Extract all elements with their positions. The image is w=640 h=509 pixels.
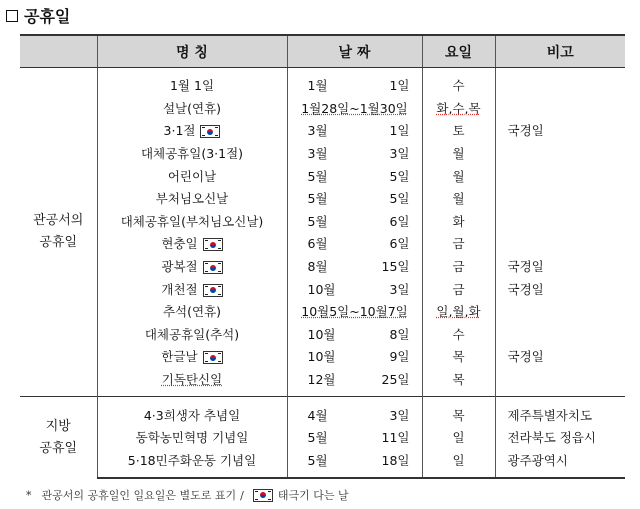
table-row bbox=[20, 164, 625, 187]
weekday-cell: 월 bbox=[422, 164, 495, 187]
korean-flag-icon bbox=[200, 125, 220, 138]
weekday-cell: 금 bbox=[422, 277, 495, 300]
holiday-name: 동학농민혁명 기념일 bbox=[135, 430, 249, 446]
table-row bbox=[20, 277, 625, 300]
holiday-name-cell bbox=[97, 187, 287, 210]
holiday-name: 5·18민주화운동 기념일 bbox=[127, 452, 257, 468]
footnote-mark: * bbox=[26, 488, 32, 502]
holiday-name: 대체공휴일(부처님오신날) bbox=[120, 213, 264, 229]
header-group bbox=[20, 35, 97, 68]
date-cell bbox=[287, 277, 422, 300]
holiday-name: 개천절 bbox=[161, 281, 198, 297]
note-cell bbox=[495, 232, 625, 255]
weekday-cell: 토 bbox=[422, 119, 495, 142]
date-month: 4월 bbox=[307, 407, 328, 423]
date-value bbox=[288, 257, 422, 275]
date-cell bbox=[287, 210, 422, 233]
date-cell bbox=[287, 300, 422, 323]
date-month: 5월 bbox=[307, 213, 328, 229]
date-value bbox=[288, 234, 422, 252]
date-value bbox=[288, 370, 422, 388]
holiday-name-cell bbox=[97, 74, 287, 97]
date-value bbox=[288, 189, 422, 207]
date-day: 1일 bbox=[389, 78, 410, 94]
header-note: 비고 bbox=[495, 35, 625, 68]
korean-flag-icon bbox=[253, 489, 273, 502]
holiday-name-cell bbox=[97, 403, 287, 426]
table-row bbox=[20, 403, 625, 426]
table-row bbox=[20, 323, 625, 346]
date-value bbox=[288, 121, 422, 139]
holiday-name: 4·3희생자 추념일 bbox=[143, 407, 241, 423]
note-cell bbox=[495, 210, 625, 233]
note-cell bbox=[495, 142, 625, 165]
date-month: 3월 bbox=[307, 146, 328, 162]
holiday-name-cell bbox=[97, 232, 287, 255]
note-cell bbox=[495, 368, 625, 391]
holiday-name: 설날(연휴) bbox=[162, 100, 222, 116]
holiday-name: 대체공휴일(3·1절) bbox=[140, 146, 244, 162]
date-cell bbox=[287, 74, 422, 97]
table-row bbox=[20, 74, 625, 97]
footnote-text: 관공서의 공휴일인 일요일은 별도로 표기 bbox=[41, 489, 237, 502]
holiday-name-cell bbox=[97, 323, 287, 346]
table-row bbox=[20, 300, 625, 323]
holiday-name-cell bbox=[97, 210, 287, 233]
holiday-name: 추석(연휴) bbox=[162, 304, 222, 320]
table-row bbox=[20, 119, 625, 142]
date-cell bbox=[287, 255, 422, 278]
holiday-name-cell bbox=[97, 142, 287, 165]
date-month: 5월 bbox=[307, 168, 328, 184]
korean-flag-icon bbox=[203, 261, 223, 274]
date-day: 5일 bbox=[389, 168, 410, 184]
date-day: 18일 bbox=[381, 452, 410, 468]
footnote-separator: / bbox=[240, 488, 244, 502]
date-cell bbox=[287, 345, 422, 368]
date-day: 6일 bbox=[389, 236, 410, 252]
weekday-cell: 화,수,목 bbox=[422, 97, 495, 120]
date-cell bbox=[287, 323, 422, 346]
date-day: 11일 bbox=[381, 430, 410, 446]
weekday-cell: 목 bbox=[422, 368, 495, 391]
table-row bbox=[20, 368, 625, 391]
holiday-name-cell bbox=[97, 345, 287, 368]
date-value bbox=[288, 212, 422, 230]
note-cell: 광주광역시 bbox=[495, 449, 625, 472]
weekday-cell: 수 bbox=[422, 323, 495, 346]
holiday-name-cell bbox=[97, 449, 287, 472]
date-month: 5월 bbox=[307, 452, 328, 468]
footnote bbox=[26, 487, 349, 503]
date-cell bbox=[287, 368, 422, 391]
date-cell bbox=[287, 449, 422, 472]
note-cell bbox=[495, 74, 625, 97]
group-label: 지방 공휴일 bbox=[20, 397, 97, 478]
date-day: 1일 bbox=[389, 123, 410, 139]
holiday-table bbox=[20, 34, 625, 479]
weekday-cell: 일 bbox=[422, 449, 495, 472]
date-day: 15일 bbox=[381, 259, 410, 275]
date-cell bbox=[287, 426, 422, 449]
date-day: 6일 bbox=[389, 213, 410, 229]
date-cell bbox=[287, 232, 422, 255]
date-month: 1월 bbox=[307, 78, 328, 94]
holiday-name: 광복절 bbox=[161, 259, 198, 275]
holiday-name: 부처님오신날 bbox=[155, 191, 229, 207]
weekday-cell: 일 bbox=[422, 426, 495, 449]
group-label: 관공서의 공휴일 bbox=[20, 68, 97, 397]
note-cell: 국경일 bbox=[495, 277, 625, 300]
section-heading bbox=[6, 4, 70, 27]
holiday-name-cell bbox=[97, 368, 287, 391]
holiday-name-cell bbox=[97, 426, 287, 449]
weekday-cell: 일,월,화 bbox=[422, 300, 495, 323]
date-value bbox=[288, 451, 422, 469]
date-month: 10월 bbox=[307, 326, 336, 342]
note-cell: 제주특별자치도 bbox=[495, 403, 625, 426]
holiday-name-cell bbox=[97, 97, 287, 120]
date-day: 8일 bbox=[389, 326, 410, 342]
holiday-name: 1월 1일 bbox=[169, 78, 215, 94]
korean-flag-icon bbox=[203, 351, 223, 364]
date-span: 1월28일~1월30일 bbox=[301, 100, 408, 116]
table-row bbox=[20, 232, 625, 255]
date-cell bbox=[287, 119, 422, 142]
note-cell bbox=[495, 164, 625, 187]
table-row bbox=[20, 255, 625, 278]
table-row bbox=[20, 97, 625, 120]
date-cell bbox=[287, 142, 422, 165]
weekday-cell: 목 bbox=[422, 403, 495, 426]
table-header-row bbox=[20, 35, 625, 68]
date-month: 5월 bbox=[307, 430, 328, 446]
note-cell: 전라북도 정읍시 bbox=[495, 426, 625, 449]
checkbox-square-icon bbox=[6, 10, 18, 22]
date-month: 6월 bbox=[307, 236, 328, 252]
date-value bbox=[288, 325, 422, 343]
table-row bbox=[20, 142, 625, 165]
date-value bbox=[288, 167, 422, 185]
date-month: 10월 bbox=[307, 349, 336, 365]
holiday-name-cell bbox=[97, 255, 287, 278]
date-month: 8월 bbox=[307, 259, 328, 275]
date-span: 10월5일~10월7일 bbox=[301, 304, 408, 320]
note-cell bbox=[495, 323, 625, 346]
weekday-cell: 월 bbox=[422, 142, 495, 165]
holiday-name: 3·1절 bbox=[163, 123, 196, 139]
date-value bbox=[288, 76, 422, 94]
table-row bbox=[20, 426, 625, 449]
footnote-flag-text: 태극기 다는 날 bbox=[277, 489, 349, 502]
header-date: 날 짜 bbox=[287, 35, 422, 68]
weekday-cell: 월 bbox=[422, 187, 495, 210]
date-value bbox=[288, 144, 422, 162]
weekday-cell: 금 bbox=[422, 232, 495, 255]
note-cell bbox=[495, 97, 625, 120]
section-title: 공휴일 bbox=[24, 7, 71, 26]
holiday-name: 한글날 bbox=[161, 349, 198, 365]
date-value bbox=[288, 347, 422, 365]
date-month: 5월 bbox=[307, 191, 328, 207]
date-day: 25일 bbox=[381, 372, 410, 388]
holiday-name: 어린이날 bbox=[167, 168, 217, 184]
holiday-name-cell bbox=[97, 119, 287, 142]
date-month: 3월 bbox=[307, 123, 328, 139]
holiday-name: 현충일 bbox=[161, 236, 198, 252]
weekday-cell: 수 bbox=[422, 74, 495, 97]
weekday-cell: 목 bbox=[422, 345, 495, 368]
date-day: 9일 bbox=[389, 349, 410, 365]
date-month: 10월 bbox=[307, 281, 336, 297]
note-cell bbox=[495, 300, 625, 323]
weekday-cell: 화 bbox=[422, 210, 495, 233]
date-cell bbox=[287, 403, 422, 426]
holiday-name-cell bbox=[97, 164, 287, 187]
note-cell: 국경일 bbox=[495, 255, 625, 278]
date-value bbox=[288, 280, 422, 298]
date-cell bbox=[287, 187, 422, 210]
header-name: 명 칭 bbox=[97, 35, 287, 68]
holiday-name-cell bbox=[97, 277, 287, 300]
date-day: 3일 bbox=[389, 146, 410, 162]
holiday-name: 대체공휴일(추석) bbox=[144, 326, 240, 342]
korean-flag-icon bbox=[203, 284, 223, 297]
holiday-name: 기독탄신일 bbox=[161, 372, 223, 388]
table-row bbox=[20, 449, 625, 472]
date-value bbox=[288, 428, 422, 446]
date-month: 12월 bbox=[307, 372, 336, 388]
table-row bbox=[20, 345, 625, 368]
note-cell bbox=[495, 187, 625, 210]
date-day: 3일 bbox=[389, 281, 410, 297]
korean-flag-icon bbox=[203, 238, 223, 251]
holiday-name-cell bbox=[97, 300, 287, 323]
date-cell bbox=[287, 97, 422, 120]
header-weekday: 요일 bbox=[422, 35, 495, 68]
weekday-cell: 금 bbox=[422, 255, 495, 278]
date-day: 3일 bbox=[389, 407, 410, 423]
date-value bbox=[288, 406, 422, 424]
date-cell bbox=[287, 164, 422, 187]
table-row bbox=[20, 187, 625, 210]
date-day: 5일 bbox=[389, 191, 410, 207]
note-cell: 국경일 bbox=[495, 345, 625, 368]
table-row bbox=[20, 210, 625, 233]
note-cell: 국경일 bbox=[495, 119, 625, 142]
